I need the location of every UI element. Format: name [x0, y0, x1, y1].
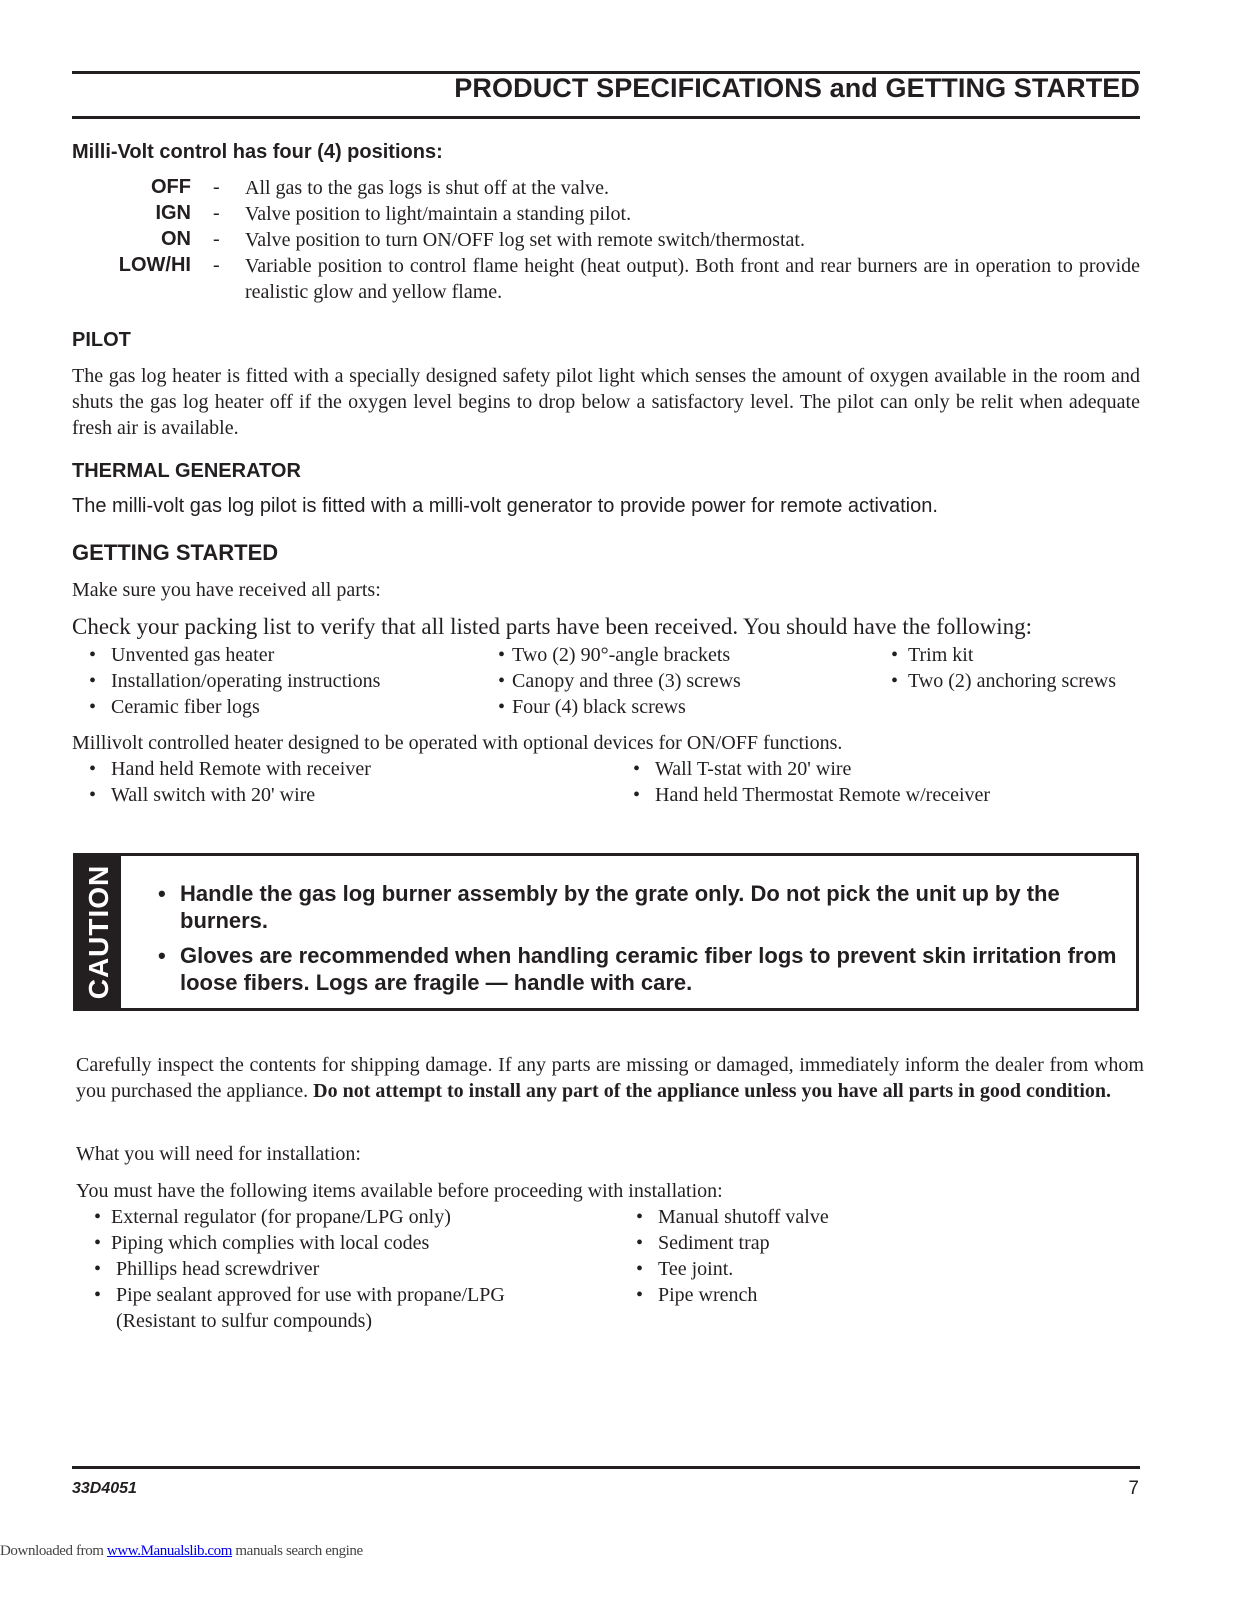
caution-label: CAUTION	[82, 864, 114, 1000]
list-item: Two (2) 90°-angle brackets	[512, 644, 731, 666]
download-credit	[0, 1543, 363, 1560]
bullet-icon: •	[89, 670, 97, 692]
bullet-icon: •	[633, 758, 641, 780]
bullet-icon: •	[89, 758, 97, 780]
installation-must: You must have the following items available before proceeding with installation:	[76, 1180, 723, 1202]
bullet-icon: •	[158, 881, 166, 906]
list-item: Wall switch with 20' wire	[111, 784, 316, 806]
packing-list-text: Check your packing list to verify that all listed parts have been received. You should have the following:	[72, 614, 1033, 639]
list-item: Hand held Remote with receiver	[111, 758, 371, 780]
inspection-plain: Carefully inspect the contents for shipping damage. If any parts are missing or damaged, immediately inform the dealer from whom you purchased the appliance.	[76, 1054, 1144, 1102]
list-item: Ceramic fiber logs	[111, 696, 260, 718]
caution-item-text: Gloves are recommended when handling ceramic fiber logs to prevent skin irritation from loose fibers. Logs are fragile — handle with care.	[180, 943, 1117, 995]
list-item: Trim kit	[908, 644, 974, 666]
list-item: Installation/operating instructions	[111, 670, 381, 692]
position-desc-lowhi: Variable position to control flame height (heat output). Both front and rear burners are in operation to provide realistic glow and yellow flame.	[245, 255, 1140, 303]
bullet-icon: •	[636, 1258, 644, 1280]
list-item: Four (4) black screws	[512, 696, 686, 718]
position-label-on: ON	[161, 228, 191, 250]
inspection-bold: Do not attempt to install any part of the appliance unless you have all parts in good condition.	[313, 1080, 1111, 1102]
caution-item-text: Handle the gas log burner assembly by the grate only. Do not pick the unit up by the burners.	[180, 881, 1060, 933]
list-item: Wall T-stat with 20' wire	[655, 758, 852, 780]
getting-started-intro: Make sure you have received all parts:	[72, 579, 381, 601]
list-item: Unvented gas heater	[111, 644, 275, 666]
bullet-icon: •	[94, 1232, 102, 1254]
bullet-icon: •	[636, 1206, 644, 1228]
page-number: 7	[1128, 1478, 1139, 1499]
bullet-icon: •	[498, 644, 506, 666]
bullet-icon: •	[633, 784, 641, 806]
control-heading: Milli-Volt control has four (4) positions:	[72, 141, 443, 163]
pilot-heading: PILOT	[72, 329, 131, 351]
footer-rule	[72, 1466, 1140, 1469]
caution-box	[73, 853, 1139, 1011]
getting-started-heading: GETTING STARTED	[72, 540, 279, 565]
page-title: PRODUCT SPECIFICATIONS and GETTING STARTED	[454, 73, 1140, 103]
bullet-icon: •	[636, 1232, 644, 1254]
list-item: Sediment trap	[658, 1232, 770, 1254]
download-suffix: manuals search engine	[232, 1543, 363, 1559]
list-item: Hand held Thermostat Remote w/receiver	[655, 784, 991, 806]
position-dash: -	[213, 176, 220, 198]
bullet-icon: •	[498, 670, 506, 692]
position-label-ign: IGN	[155, 202, 191, 224]
header-bottom-rule	[72, 116, 1140, 119]
list-item: Canopy and three (3) screws	[512, 670, 741, 692]
bullet-icon: •	[94, 1258, 102, 1280]
position-desc-on: Valve position to turn ON/OFF log set with remote switch/thermostat.	[245, 229, 805, 251]
list-item: Pipe sealant approved for use with propane/LPG	[116, 1284, 505, 1306]
bullet-icon: •	[158, 943, 166, 968]
bullet-icon: •	[498, 696, 506, 718]
pilot-body: The gas log heater is fitted with a specially designed safety pilot light which senses the amount of oxygen available in the room and shuts the gas log heater off if the oxygen level begins to drop below a satisfactory level. The pilot can only be relit when adequate fresh air is available.	[72, 365, 1140, 439]
thermal-body: The milli-volt gas log pilot is fitted with a milli-volt generator to provide power for remote activation.	[72, 495, 938, 517]
list-item: External regulator (for propane/LPG only)	[111, 1206, 451, 1228]
caution-bar	[76, 856, 121, 1008]
position-dash: -	[213, 202, 220, 224]
doc-number: 33D4051	[72, 1480, 137, 1497]
position-dash: -	[213, 254, 220, 276]
installation-need: What you will need for installation:	[76, 1143, 361, 1165]
caution-item	[158, 942, 1130, 996]
bullet-icon: •	[636, 1284, 644, 1306]
bullet-icon: •	[891, 670, 899, 692]
manualslib-link[interactable]: www.Manualslib.com	[106, 1543, 233, 1559]
caution-item	[158, 880, 1130, 934]
inspection-text	[76, 1052, 1144, 1104]
position-label-off: OFF	[151, 176, 191, 198]
list-item: Tee joint.	[658, 1258, 734, 1280]
download-prefix: Downloaded from	[0, 1543, 107, 1559]
list-item: Piping which complies with local codes	[111, 1232, 430, 1254]
bullet-icon: •	[89, 696, 97, 718]
list-item: Phillips head screwdriver	[116, 1258, 320, 1280]
bullet-icon: •	[89, 644, 97, 666]
position-desc-ign: Valve position to light/maintain a standing pilot.	[245, 203, 632, 225]
list-item-note: (Resistant to sulfur compounds)	[116, 1310, 373, 1332]
millivolt-text: Millivolt controlled heater designed to be operated with optional devices for ON/OFF functions.	[72, 732, 843, 754]
bullet-icon: •	[89, 784, 97, 806]
position-desc-off: All gas to the gas logs is shut off at the valve.	[245, 177, 610, 199]
bullet-icon: •	[94, 1206, 102, 1228]
list-item: Two (2) anchoring screws	[908, 670, 1116, 692]
list-item: Manual shutoff valve	[658, 1206, 829, 1228]
position-label-lowhi: LOW/HI	[118, 254, 191, 276]
bullet-icon: •	[891, 644, 899, 666]
thermal-heading: THERMAL GENERATOR	[72, 460, 301, 482]
list-item: Pipe wrench	[658, 1284, 758, 1306]
position-dash: -	[213, 228, 220, 250]
bullet-icon: •	[94, 1284, 102, 1306]
